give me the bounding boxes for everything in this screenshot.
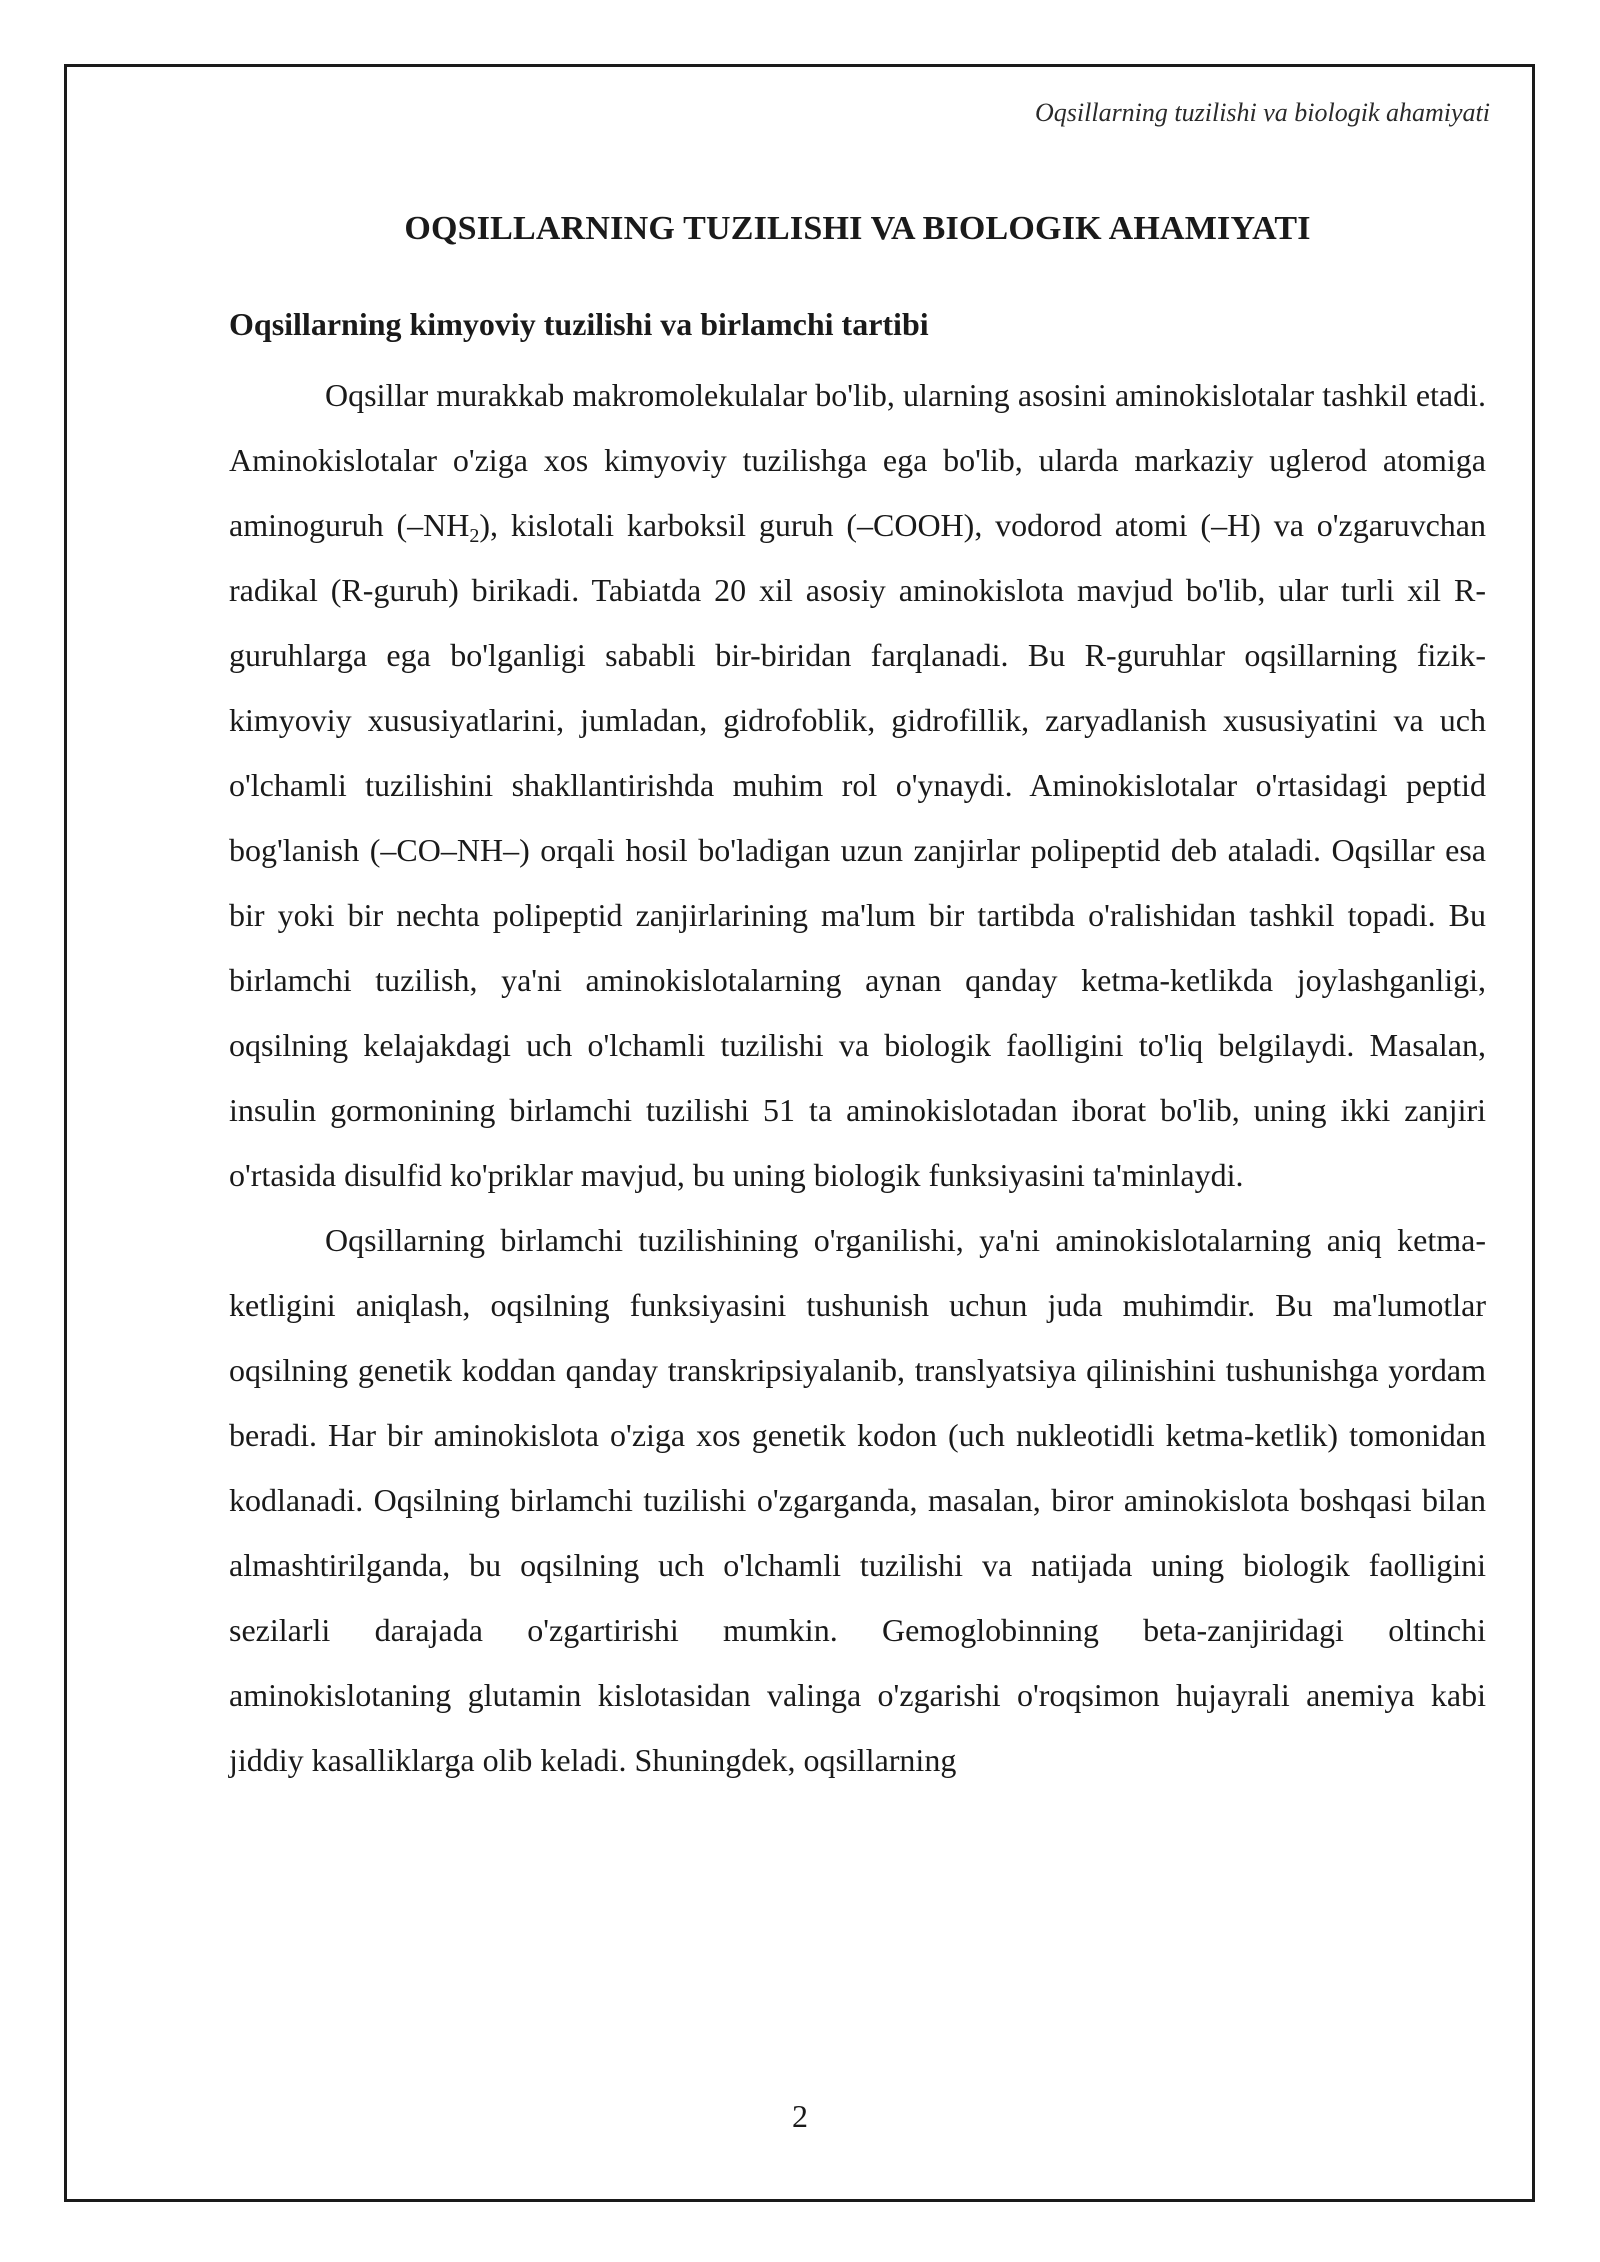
paragraph-1-text-a: Oqsillar murakkab makromolekulalar bo'lib, ularning asosini aminokislotalar tashkil etadi. Aminokislotalar o'ziga xos kimyoviy tuzilishga ega bo'lib, ularda markaziy uglerod atomiga aminoguruh (–NH — [229, 377, 1486, 543]
document-title: OQSILLARNING TUZILISHI VA BIOLOGIK AHAMIYATI — [404, 210, 1311, 247]
section-heading: Oqsillarning kimyoviy tuzilishi va birlamchi tartibi — [229, 306, 929, 342]
paragraph-1 — [229, 363, 1486, 1208]
document-body — [229, 210, 1486, 1793]
subscript-two: 2 — [469, 525, 480, 547]
paragraph-2: Oqsillarning birlamchi tuzilishining o'rganilishi, ya'ni aminokislotalarning aniq ketma-ketligini aniqlash, oqsilning funksiyasini tushunish uchun juda muhimdir. Bu ma'lumotlar oqsilning genetik koddan qanday transkripsiyalanib, translyatsiya qilinishini tushunishga yordam beradi. Har bir aminokislota o'ziga xos genetik kodon (uch nukleotidli ketma-ketlik) tomonidan kodlanadi. Oqsilning birlamchi tuzilishi o'zgarganda, masalan, biror aminokislota boshqasi bilan almashtirilganda, bu oqsilning uch o'lchamli tuzilishi va natijada uning biologik faolligini sezilarli darajada o'zgartirishi mumkin. Gemoglobinning beta-zanjiridagi oltinchi aminokislotaning glutamin kislotasidan valinga o'zgarishi o'roqsimon hujayrali anemiya kabi jiddiy kasalliklarga olib keladi. Shuningdek, oqsillarning — [229, 1222, 1486, 1778]
page-number: 2 — [792, 2098, 808, 2134]
running-header: Oqsillarning tuzilishi va biologik ahamiyati — [1035, 98, 1490, 127]
paragraph-1-text-b: ), kislotali karboksil guruh (–COOH), vodorod atomi (–H) va o'zgaruvchan radikal (R-guruh) birikadi. Tabiatda 20 xil asosiy aminokislota mavjud bo'lib, ular turli xil R-guruhlarga ega bo'lganligi sababli bir-biridan farqlanadi. Bu R-guruhlar oqsillarning fizik-kimyoviy xususiyatlarini, jumladan, gidrofoblik, gidrofillik, zaryadlanish xususiyatini va uch o'lchamli tuzilishini shakllantirishda muhim rol o'ynaydi. Aminokislotalar o'rtasidagi peptid bog'lanish (–CO–NH–) orqali hosil bo'ladigan uzun zanjirlar polipeptid deb ataladi. Oqsillar esa bir yoki bir nechta polipeptid zanjirlarining ma'lum bir tartibda o'ralishidan tashkil topadi. Bu birlamchi tuzilish, ya'ni aminokislotalarning aynan qanday ketma-ketlikda joylashganligi, oqsilning kelajakdagi uch o'lchamli tuzilishi va biologik faolligini to'liq belgilaydi. Masalan, insulin gormonining birlamchi tuzilishi 51 ta aminokislotadan iborat bo'lib, uning ikki zanjiri o'rtasida disulfid ko'priklar mavjud, bu uning biologik funksiyasini ta'minlaydi. — [229, 507, 1486, 1193]
